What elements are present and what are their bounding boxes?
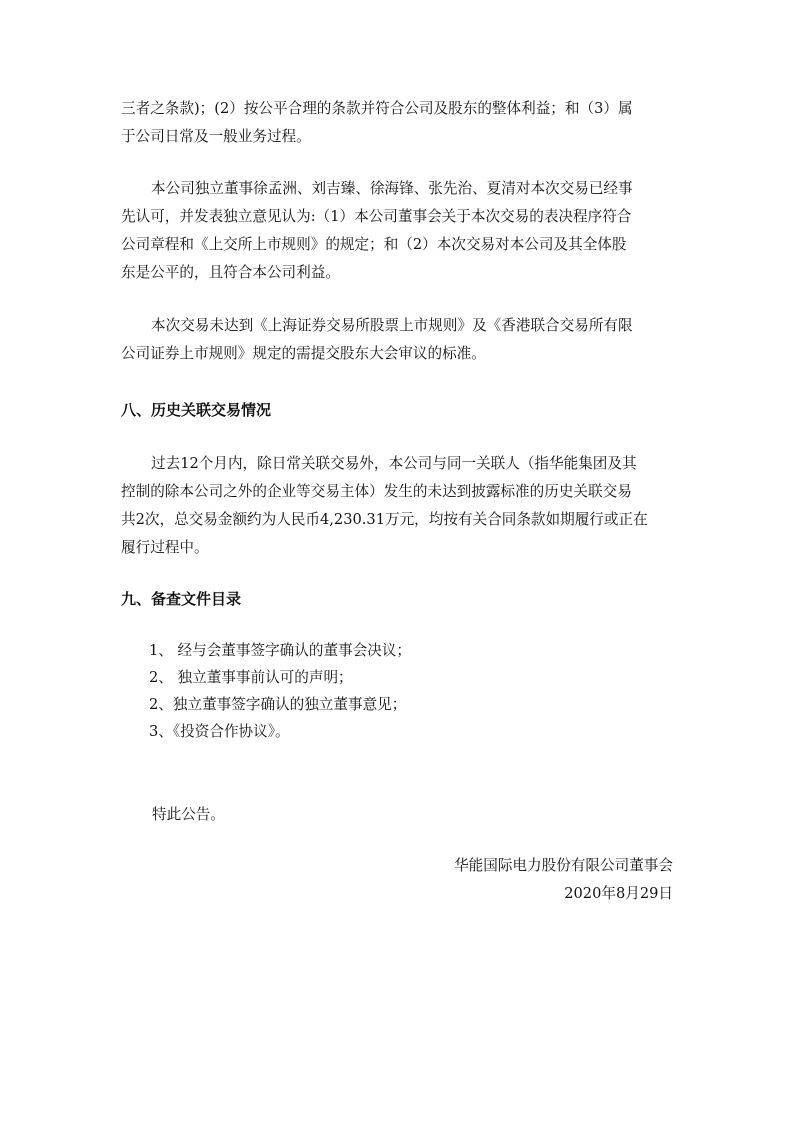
text-line: 先认可，并发表独立意见认为:（1）本公司董事会关于本次交易的表决程序符合: [121, 208, 632, 225]
text-line: 公司证券上市规则》规定的需提交股东大会审议的标准。: [121, 345, 486, 362]
paragraph-approval-threshold: [121, 312, 677, 368]
text-line: 履行过程中。: [121, 539, 209, 556]
text-line: 控制的除本公司之外的企业等交易主体）发生的未达到披露标准的历史关联交易: [121, 483, 632, 500]
text-line: 过去12个月内，除日常关联交易外，本公司与同一关联人（指华能集团及其: [151, 455, 637, 472]
text-line: 本次交易未达到《上海证券交易所股票上市规则》及《香港联合交易所有限: [151, 317, 633, 334]
text-line: 东是公平的，且符合本公司利益。: [121, 264, 340, 281]
text-line: 公司章程和《上交所上市规则》的规定；和（2）本次交易对本公司及其全体股: [121, 236, 627, 253]
text-line: 共2次，总交易金额约为人民币4,230.31万元，均按有关合同条款如期履行或正在: [121, 511, 648, 528]
list-item: 2、 独立董事事前认可的声明；: [149, 669, 353, 686]
signature-date: 2020年8月29日: [564, 885, 673, 902]
list-item: 1、 经与会董事签字确认的董事会决议；: [149, 642, 412, 659]
paragraph-continuation: [121, 95, 677, 151]
section-heading-history: 八、历史关联交易情况: [121, 401, 272, 419]
signature-company: 华能国际电力股份有限公司董事会: [454, 857, 673, 874]
paragraph-history: [121, 450, 677, 562]
text-line: 于公司日常及一般业务过程。: [121, 128, 311, 145]
closing-statement: 特此公告。: [152, 806, 225, 823]
documents-list: [149, 637, 411, 745]
text-line: 三者之条款)；(2）按公平合理的条款并符合公司及股东的整体利益；和（3）属: [121, 100, 633, 117]
list-item: 3、《投资合作协议》。: [149, 723, 290, 740]
signature-block: [454, 852, 673, 908]
text-line: 本公司独立董事徐孟洲、刘吉臻、徐海锋、张先治、夏清对本次交易已经事: [151, 180, 633, 197]
section-heading-documents: 九、备查文件目录: [121, 590, 242, 608]
list-item: 2、独立董事签字确认的独立董事意见；: [149, 696, 407, 713]
paragraph-independent-directors: [121, 175, 677, 287]
